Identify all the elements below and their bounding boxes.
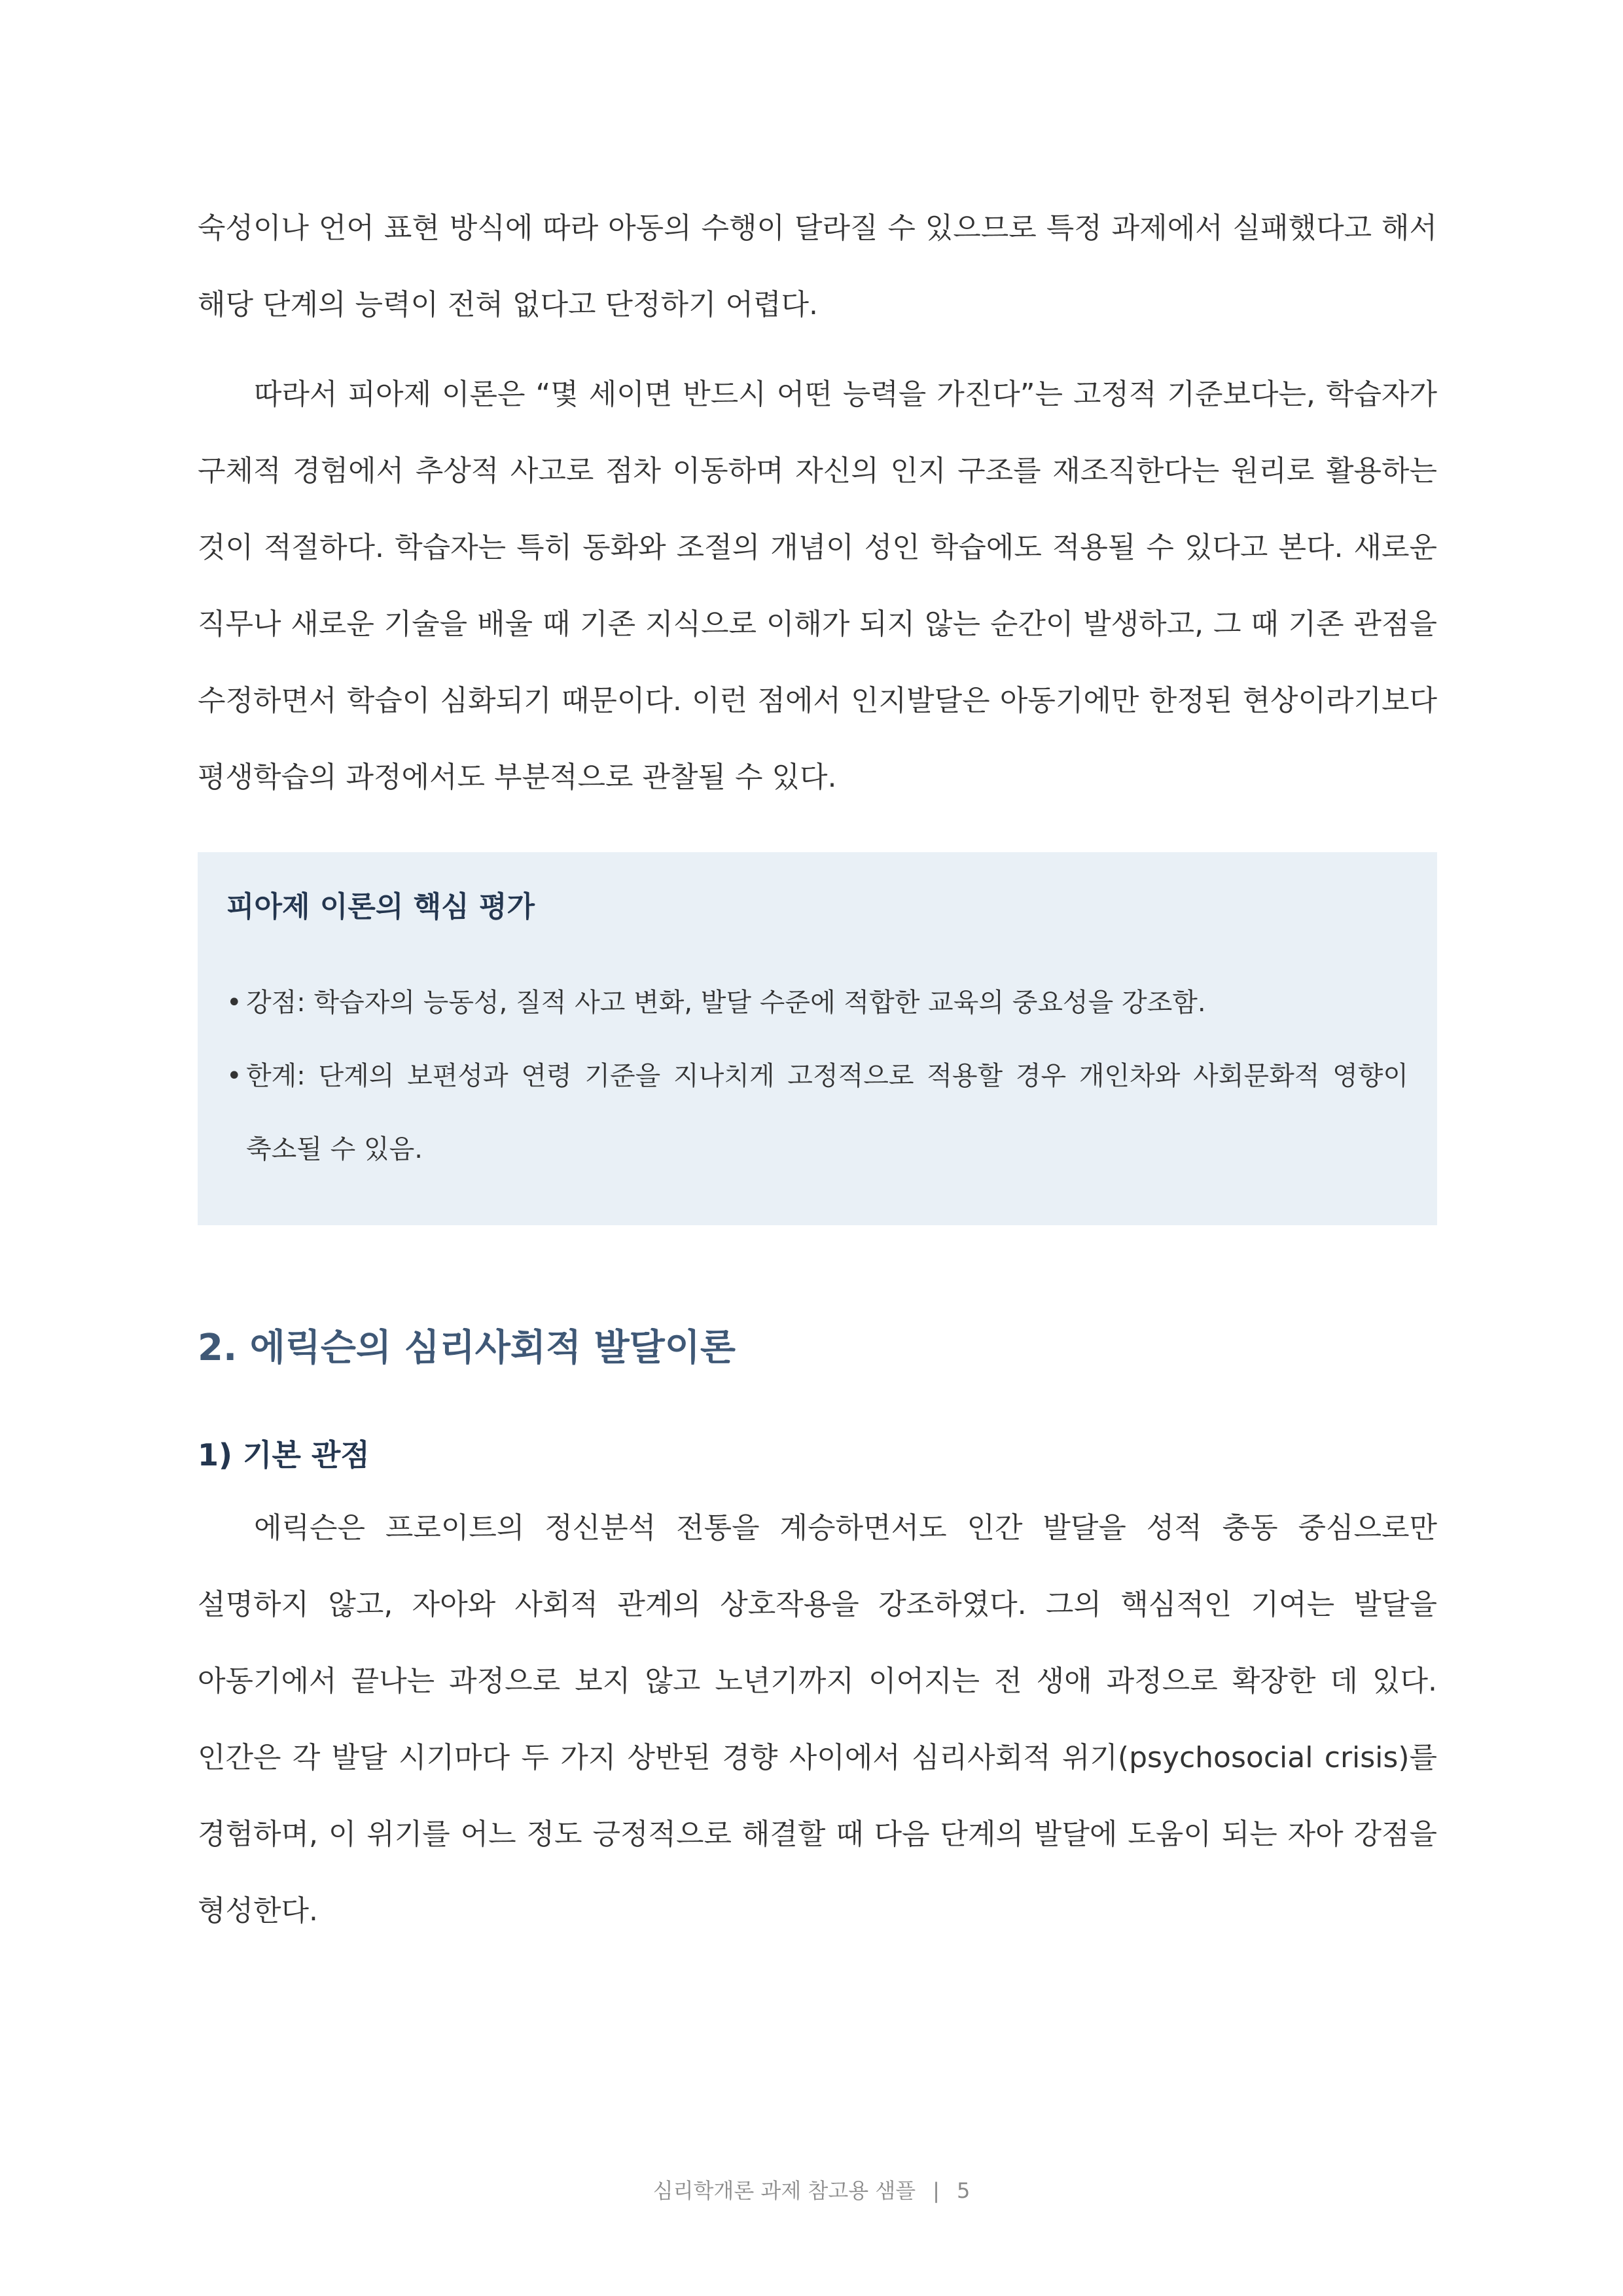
paragraph-piaget-application: 따라서 피아제 이론은 “몇 세이면 반드시 어떤 능력을 가진다”는 고정적 기준보다는, 학습자가 구체적 경험에서 추상적 사고로 점차 이동하며 자신의 인지 구조를 재조직한다는 원리로 활용하는 것이 적절하다. 학습자는 특히 동화와 조절의 개념이 성인 학습에도 적용될 수 있다고 본다. 새로운 직무나 새로운 기술을 배울 때 기존 지식으로 이해가 되지 않는 순간이 발생하고, 그 때 기존 관점을 수정하면서 학습이 심화되기 때문이다. 이런 점에서 인지발달은 아동기에만 한정된 현상이라기보다 평생학습의 과정에서도 부분적으로 관찰될 수 있다. bbox=[198, 378, 1437, 794]
summary-item-text: 한계: 단계의 보편성과 연령 기준을 지나치게 고정적으로 적용할 경우 개인차와 사회문화적 영향이 축소될 수 있음. bbox=[246, 1061, 1408, 1164]
summary-item-limitation bbox=[226, 1039, 1408, 1186]
summary-box bbox=[198, 852, 1437, 1225]
page-footer bbox=[0, 2174, 1623, 2207]
summary-item-strength bbox=[226, 966, 1408, 1039]
footer-separator: | bbox=[933, 2178, 940, 2203]
summary-list bbox=[226, 966, 1408, 1186]
summary-box-title: 피아제 이론의 핵심 평가 bbox=[226, 890, 535, 924]
summary-item-text: 강점: 학습자의 능동성, 질적 사고 변화, 발달 수준에 적합한 교육의 중요성을 강조함. bbox=[246, 988, 1206, 1018]
bullet-icon: • bbox=[226, 988, 242, 1018]
page-number: 5 bbox=[956, 2178, 971, 2203]
bullet-icon: • bbox=[226, 1061, 242, 1091]
paragraph-erikson-basic-view: 에릭슨은 프로이트의 정신분석 전통을 계승하면서도 인간 발달을 성적 충동 중심으로만 설명하지 않고, 자아와 사회적 관계의 상호작용을 강조하였다. 그의 핵심적인 기여는 발달을 아동기에서 끝나는 과정으로 보지 않고 노년기까지 이어지는 전 생애 과정으로 확장한 데 있다. 인간은 각 발달 시기마다 두 가지 상반된 경향 사이에서 심리사회적 위기(psychosocial crisis)를 경험하며, 이 위기를 어느 정도 긍정적으로 해결할 때 다음 단계의 발달에 도움이 되는 자아 강점을 형성한다. bbox=[198, 1511, 1437, 1928]
footer-title: 심리학개론 과제 참고용 샘플 bbox=[652, 2178, 916, 2203]
section-heading: 2. 에릭슨의 심리사회적 발달이론 bbox=[198, 1327, 736, 1369]
subsection-heading: 1) 기본 관점 bbox=[198, 1437, 370, 1473]
page-content bbox=[198, 190, 1437, 1949]
paragraph-continued: 숙성이나 언어 표현 방식에 따라 아동의 수행이 달라질 수 있으므로 특정 과제에서 실패했다고 해서 해당 단계의 능력이 전혀 없다고 단정하기 어렵다. bbox=[198, 211, 1437, 321]
